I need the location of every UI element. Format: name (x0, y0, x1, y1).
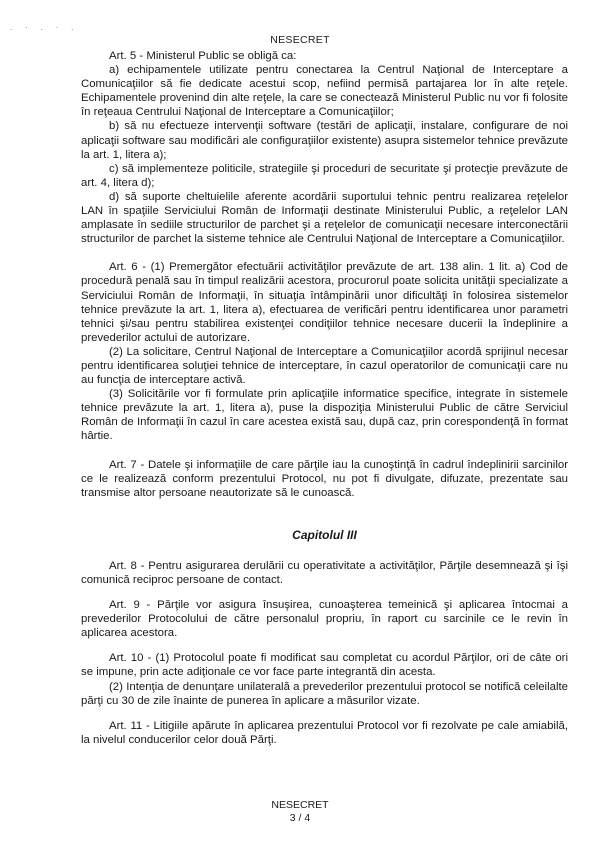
art5-item-b: b) să nu efectueze intervenţii software (testări de aplicaţii, instalare, configurare de noi aplicaţii software sau modificări ale configuraţiilor existente) asupra sistemelor tehnice prevăzute la art. 1, litera a); (81, 120, 568, 161)
art6-paragraph-1: Art. 6 - (1) Premergător efectuării activităţilor prevăzute de art. 138 alin. 1 lit. a) Cod de procedură penală sau în timpul realizării acestora, procurorul poate solicita unităţii specializate a Serviciului Român de Informaţii, în situaţia întâmpinării unor dificultăţi în folosirea sistemelor tehnice prevăzute la art. 1, litera a), efectuarea de verificări pentru identificarea unor parametri tehnici şi/sau pentru stabilirea existenţei condiţiilor tehnice necesare ducerii la îndeplinire a prevederilor actului de autorizare. (81, 261, 568, 344)
art10-paragraph-2: (2) Intenţia de denunţare unilaterală a prevederilor prezentului protocol se notifică celeilalte părţi cu 30 de zile înainte de punerea în aplicare a măsurilor vizate. (81, 680, 568, 707)
art11-paragraph: Art. 11 - Litigiile apărute în aplicarea prezentului Protocol vor fi rezolvate pe cale amiabilă, la nivelul conducerilor celor două Părţi. (81, 719, 568, 746)
chapter-heading: Capitolul III (292, 527, 357, 542)
page-number: 3 / 4 (289, 812, 311, 824)
art10-paragraph-1: Art. 10 - (1) Protocolul poate fi modificat sau completat cu acordul Părţilor, ori de câte ori se impune, prin acte adiţionale ce vor face parte integrantă din acesta. (81, 652, 568, 679)
page-footer (0, 799, 600, 825)
scan-specks: . · . · . (10, 22, 79, 32)
document-body (81, 49, 568, 747)
art6-paragraph-3: (3) Solicitările vor fi formulate prin aplicaţiile informatice specifice, integrate în sistemele tehnice prevăzute la art. 1, litera a), puse la dispoziţia Ministerului Public de către Serviciul Român de Informaţii în cazul în care acestea există sau, după caz, prin corespondenţă în format hârtie. (81, 388, 568, 443)
header-classification: NESECRET (270, 34, 330, 46)
art9-paragraph: Art. 9 - Părţile vor asigura însuşirea, cunoaşterea temeinică şi aplicarea întocmai a prevederilor Protocolului de către personalul propriu, în raport cu sarcinile ce le revin în aplicarea acestora. (81, 599, 568, 640)
footer-classification: NESECRET (271, 799, 329, 811)
art5-intro: Art. 5 - Ministerul Public se obligă ca: (109, 50, 297, 62)
art7-paragraph: Art. 7 - Datele şi informaţiile de care părţile iau la cunoştinţă în cadrul îndeplinirii sarcinilor ce le realizează conform prezentului Protocol, nu pot fi divulgate, difuzate, prezentate sau transmise altor persoane neautorizate să le cunoască. (81, 458, 568, 499)
art5-item-d: d) să suporte cheltuielile aferente acordării suportului tehnic pentru realizarea reţelelor LAN în spaţiile Serviciului Român de Informaţii destinate Ministerului Public, a reţelelor LAN amplasate în sediile structurilor de parchet şi a reţelelor de comunicaţii necesare interconectării structurilor de parchet la sisteme tehnice ale Centrului Naţional de Interceptare a Comunicaţiilor. (81, 190, 568, 246)
art8-paragraph: Art. 8 - Pentru asigurarea derulării cu operativitate a activităţilor, Părţile desemnează şi îşi comunică reciproc persoane de contact. (81, 559, 568, 586)
art5-item-c: c) să implementeze politicile, strategiile şi proceduri de securitate şi protecţie prevăzute de art. 4, litera d); (81, 162, 568, 189)
art5-item-a: a) echipamentele utilizate pentru conectarea la Centrul Naţional de Interceptare a Comunicaţiilor să fie dedicate acestui scop, nefiind permisă partajarea lor în alte reţele. Echipamentele provenind din alte reţele, la care se conectează Ministerul Public nu vor fi folosite în reţeaua Centrului Naţional de Interceptare a Comunicaţiilor; (81, 64, 568, 119)
art6-paragraph-2: (2) La solicitare, Centrul Naţional de Interceptare a Comunicaţiilor acordă sprijinul necesar pentru identificarea soluţiei tehnice de interceptare, în cazul operatorilor de comunicaţii care nu au funcţia de interceptare activă. (81, 345, 568, 387)
